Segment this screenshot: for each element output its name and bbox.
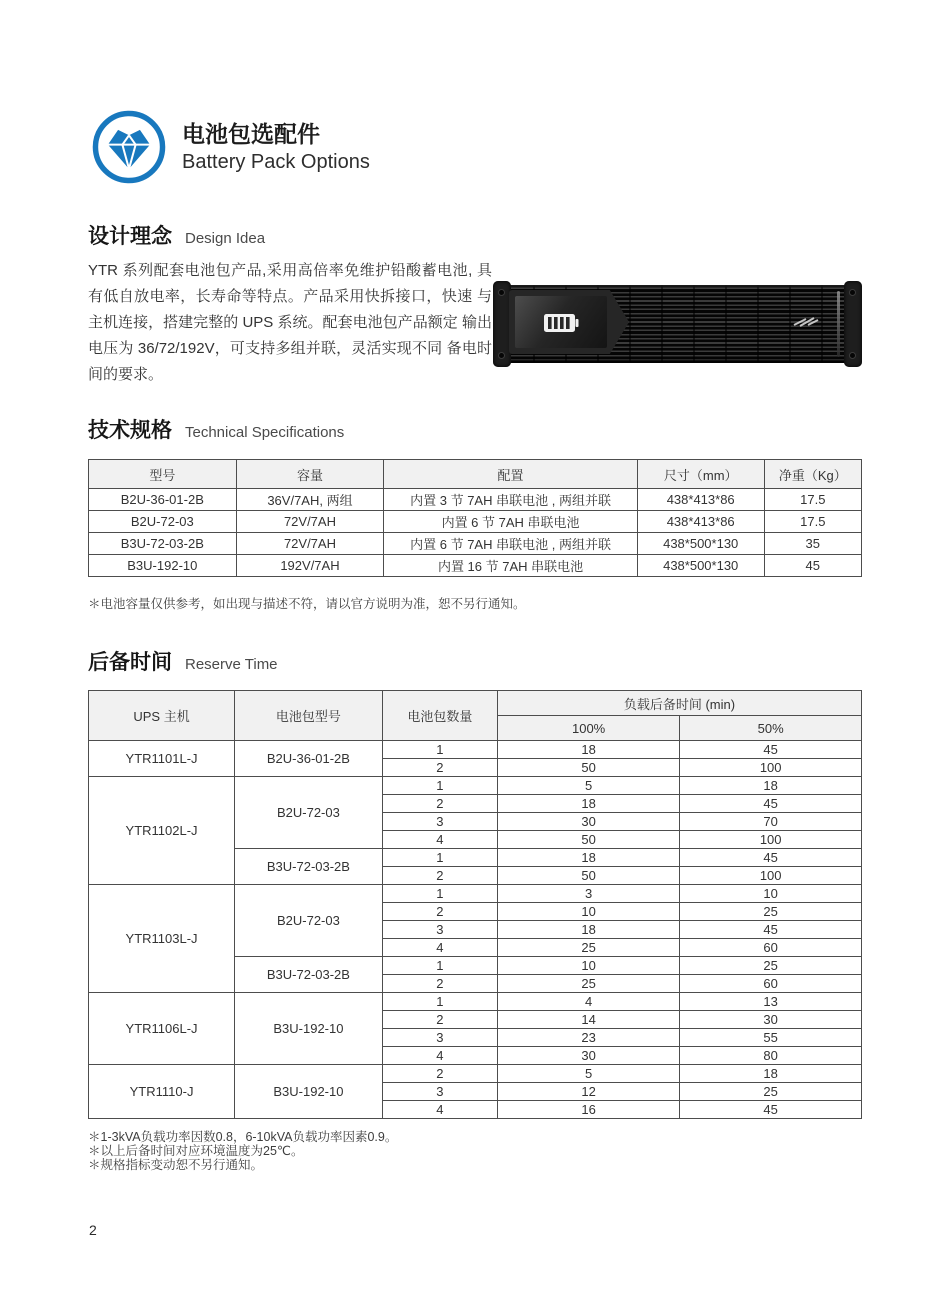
reserve-header-row-1 [89,691,862,716]
time-100-cell: 18 [497,921,679,939]
time-50-cell: 55 [680,1029,862,1047]
reserve-time-heading-en: Reserve Time [185,656,278,673]
reserve-row [89,993,862,1011]
col-header-ups-host: UPS 主机 [89,691,235,741]
pack-qty-cell: 1 [382,957,497,975]
page-header [90,108,370,186]
reserve-notes [88,1130,397,1172]
time-100-cell: 30 [497,813,679,831]
time-100-cell: 50 [497,831,679,849]
spec-capacity-cell: 192V/7AH [236,555,384,577]
col-header-configuration: 配置 [384,460,638,489]
page-number: 2 [89,1222,97,1238]
tech-specs-table [88,459,862,577]
tech-specs-header-row [89,460,862,489]
tech-specs-note: ＊电池容量仅供参考，如出现与描述不符，请以官方说明为准，恕不另行通知。 [88,597,526,611]
spec-configuration-cell: 内置 6 节 7AH 串联电池 [384,511,638,533]
spec-capacity-cell: 72V/7AH [236,533,384,555]
time-50-cell: 30 [680,1011,862,1029]
reserve-row [89,741,862,759]
spec-weight-cell: 45 [764,555,861,577]
time-50-cell: 18 [680,777,862,795]
spec-dimensions-cell: 438*413*86 [637,489,764,511]
col-header-load-reserve-time: 负载后备时间 (min) [497,691,861,716]
spec-weight-cell: 17.5 [764,511,861,533]
pack-qty-cell: 2 [382,1011,497,1029]
time-100-cell: 50 [497,759,679,777]
design-idea-paragraph: YTR 系列配套电池包产品,采用高倍率免维护铅酸蓄电池, 具有低自放电率，长寿命等特点。产品采用快拆接口，快速 与主机连接，搭建完整的 UPS 系统。配套电池包产品额定 输出电压为 36/72/192V，可支持多组并联，灵活实现不同 备电时间的要求。 [88,262,492,383]
spec-row [89,555,862,577]
time-100-cell: 10 [497,957,679,975]
time-50-cell: 70 [680,813,862,831]
pack-qty-cell: 3 [382,813,497,831]
spec-row [89,489,862,511]
page-title-zh: 电池包选配件 [182,121,320,147]
brand-logo [792,313,820,329]
battery-icon [543,312,579,334]
spec-configuration-cell: 内置 6 节 7AH 串联电池 , 两组并联 [384,533,638,555]
reserve-row [89,1065,862,1083]
pack-qty-cell: 1 [382,885,497,903]
note-line: ＊规格指标变动恕不另行通知。 [88,1158,264,1172]
time-100-cell: 5 [497,1065,679,1083]
spec-weight-cell: 17.5 [764,489,861,511]
time-100-cell: 12 [497,1083,679,1101]
note-line: ＊1-3kVA负载功率因数0.8，6-10kVA负载功率因素0.9。 [88,1130,398,1144]
time-100-cell: 23 [497,1029,679,1047]
col-header-pack-qty: 电池包数量 [382,691,497,741]
spec-dimensions-cell: 438*500*130 [637,533,764,555]
pack-qty-cell: 4 [382,831,497,849]
pack-qty-cell: 1 [382,849,497,867]
pack-qty-cell: 3 [382,921,497,939]
pack-model-cell: B2U-72-03 [235,885,383,957]
pack-qty-cell: 1 [382,993,497,1011]
tech-specs-tbody [89,489,862,577]
col-header-load-100: 100% [497,716,679,741]
pack-qty-cell: 1 [382,741,497,759]
spec-model-cell: B3U-72-03-2B [89,533,237,555]
col-header-model: 型号 [89,460,237,489]
col-header-weight: 净重（Kg） [764,460,861,489]
page-title-en: Battery Pack Options [182,151,370,173]
time-100-cell: 25 [497,975,679,993]
spec-model-cell: B2U-72-03 [89,511,237,533]
pack-qty-cell: 4 [382,1101,497,1119]
time-100-cell: 5 [497,777,679,795]
pack-qty-cell: 1 [382,777,497,795]
time-50-cell: 80 [680,1047,862,1065]
reserve-time-heading [88,646,278,676]
col-header-pack-model: 电池包型号 [235,691,383,741]
time-50-cell: 45 [680,741,862,759]
product-front-panel [509,290,629,354]
time-100-cell: 18 [497,741,679,759]
col-header-dimensions: 尺寸（mm） [637,460,764,489]
reserve-tbody [89,741,862,1119]
reserve-row [89,885,862,903]
spec-dimensions-cell: 438*413*86 [637,511,764,533]
spec-capacity-cell: 36V/7AH, 两组 [236,489,384,511]
col-header-capacity: 容量 [236,460,384,489]
time-100-cell: 50 [497,867,679,885]
product-left-bracket [493,281,511,367]
time-100-cell: 14 [497,1011,679,1029]
pack-model-cell: B2U-72-03 [235,777,383,849]
time-50-cell: 18 [680,1065,862,1083]
col-header-load-50: 50% [680,716,862,741]
time-50-cell: 25 [680,903,862,921]
spec-row [89,533,862,555]
time-50-cell: 45 [680,795,862,813]
time-50-cell: 10 [680,885,862,903]
time-100-cell: 16 [497,1101,679,1119]
time-50-cell: 45 [680,1101,862,1119]
spec-model-cell: B2U-36-01-2B [89,489,237,511]
pack-qty-cell: 2 [382,903,497,921]
reserve-time-table [88,690,862,1119]
time-50-cell: 100 [680,867,862,885]
time-50-cell: 100 [680,831,862,849]
time-50-cell: 25 [680,957,862,975]
ups-host-cell: YTR1106L-J [89,993,235,1065]
spec-capacity-cell: 72V/7AH [236,511,384,533]
time-50-cell: 60 [680,975,862,993]
ups-host-cell: YTR1110-J [89,1065,235,1119]
spec-weight-cell: 35 [764,533,861,555]
design-idea-heading [88,220,265,250]
pack-qty-cell: 2 [382,795,497,813]
time-100-cell: 10 [497,903,679,921]
header-titles [182,119,370,175]
product-handle-rail [837,291,840,357]
pack-model-cell: B3U-72-03-2B [235,849,383,885]
time-50-cell: 100 [680,759,862,777]
spec-configuration-cell: 内置 16 节 7AH 串联电池 [384,555,638,577]
spec-row [89,511,862,533]
time-100-cell: 3 [497,885,679,903]
pack-qty-cell: 3 [382,1083,497,1101]
tech-specs-heading-en: Technical Specifications [185,424,345,441]
pack-qty-cell: 4 [382,939,497,957]
pack-qty-cell: 2 [382,1065,497,1083]
time-50-cell: 25 [680,1083,862,1101]
pack-qty-cell: 2 [382,975,497,993]
pack-qty-cell: 4 [382,1047,497,1065]
pack-model-cell: B3U-192-10 [235,993,383,1065]
time-100-cell: 4 [497,993,679,1011]
time-50-cell: 60 [680,939,862,957]
product-display [515,296,607,348]
spec-dimensions-cell: 438*500*130 [637,555,764,577]
pack-qty-cell: 3 [382,1029,497,1047]
time-50-cell: 13 [680,993,862,1011]
tech-specs-heading [88,414,344,444]
reserve-row [89,777,862,795]
pack-model-cell: B2U-36-01-2B [235,741,383,777]
time-100-cell: 18 [497,849,679,867]
tech-specs-heading-zh: 技术规格 [88,419,172,442]
time-100-cell: 30 [497,1047,679,1065]
pack-qty-cell: 2 [382,867,497,885]
spec-model-cell: B3U-192-10 [89,555,237,577]
battery-pack-product-image [493,283,862,365]
product-right-bracket [844,281,862,367]
time-100-cell: 18 [497,795,679,813]
time-100-cell: 25 [497,939,679,957]
gem-icon [90,108,168,186]
pack-qty-cell: 2 [382,759,497,777]
ups-host-cell: YTR1102L-J [89,777,235,885]
pack-model-cell: B3U-192-10 [235,1065,383,1119]
reserve-time-heading-zh: 后备时间 [88,651,172,674]
time-50-cell: 45 [680,921,862,939]
ups-host-cell: YTR1103L-J [89,885,235,993]
pack-model-cell: B3U-72-03-2B [235,957,383,993]
note-line: ＊以上后备时间对应环境温度为25℃。 [88,1144,304,1158]
spec-configuration-cell: 内置 3 节 7AH 串联电池 , 两组并联 [384,489,638,511]
ups-host-cell: YTR1101L-J [89,741,235,777]
design-idea-heading-en: Design Idea [185,230,266,247]
design-idea-heading-zh: 设计理念 [88,225,172,248]
time-50-cell: 45 [680,849,862,867]
